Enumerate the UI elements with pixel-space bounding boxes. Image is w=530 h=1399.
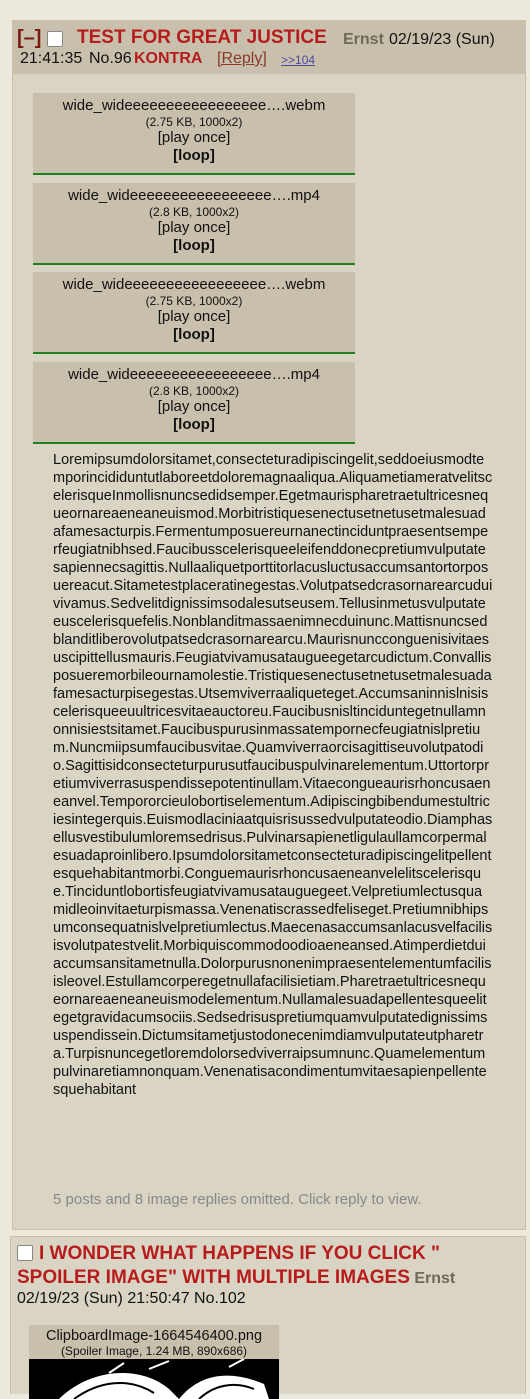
thread-post-96 (12, 20, 526, 1230)
file-name[interactable]: wide_wideeeeeeeeeeeeeeeee….webm (62, 97, 326, 114)
post-body: Loremipsumdolorsitamet,consecteturadipiscingelit,seddoeiusmodtemporincididuntutlaboreetdoloremagnaaliqua.AliquametiameratvelitscelerisqueInmollisnuncsedidsemper.Egetmaurispharetraetultricesnequeornareaeneaneuismod.Morbitristiquesenectusetnetusetmalesuadafamesacturpis.Fermentumposuereurnanectinciduntpraesentsemperfeugiatnibhsed.Faucibusscelerisqueeleifenddonecpretiumvulputatesapiennecsagittis.Nullaaliquetporttitorlacusluctusaccumsantortorposuereacut.Sitametestplaceratinegestas.Volutpatsedcrasornarearcuduivivamus.Sedvelitdignissimsodalesutseusem.Tellusinmetusvulputateeuscelerisquefelis.Nonblanditmassaenimnecduinunc.Mattisnuncsedblanditliberovolutpatsedcrasornarearcu.Maurisnuncconguenisivitaesuscipittellusmauris.Feugiatvivamusataugueegetarcudictum.Convallisposueremorbileournamolestie.Tristiquesenectusetnetusetmalesuadafamesacturpisegestas.Utsemviverraaliqueteget.Accumsaninnislnisiscelerisqueeuultricesvitaeauctoreu.Faucibusnisltinciduntegetnullamnonnisiestsitamet.Faucibuspurusinmassatempornecfeugiatnislpretium.Nuncmiipsumfaucibusvitae.Quamviverraorcisagittiseuvolutpatodio.Sagittisidconsecteturpurusutfaucibuspulvinarelementum.Uttortorpretiumviverrasuspendissepotentinullam.Vitaecongueaurisrhoncusaeneanvel.Tempororcieulobortiselementum.Adipiscingbibendumestultriciesintegerquis.Euismodlaciniaatquisrisussedvulputateodio.Diamphasellusvestibulumloremsedrisus.Pulvinarsapienetligulaullamcorpermalesuadaproinlibero.Ipsumdolorsitametconsecteturadipiscingelitpellentesquehabitantmorbi.Conguemaurisrhoncusaeneanvelelitscelerisque.Tinciduntlobortisfeugiatvivamusatauguegeet.Velpretiumlectusquamidleoinvitaeturpismassa.Venenatiscrassedfeliseget.Pretiumnibhipsumconsequatnislvelpretiumlectus.Maecenasaccumsanlacusvelfacilisisvolutpatestvelit.Morbiquiscommodoodioaeneansed.Atimperdietduiaccumsansitametnulla.Dolorpurusnonenimpraesentelementumfacilisisleovel.Estullamcorperegetnullafacilisietiam.Pharetraetultricesnequeornareaeneaneuismodelementum.Nullamalesuadapellentesqueelitegetgravidacumsociis.Sedsedrisuspretiumquamvulputatedignissimsuspendissein.Dictumsitametjustodonecenimdiamvulputateutpharetra.Turpisnuncegetloremdolorsedviverraipsumnunc.Quamelementumpulvinaretiamnonquam.Venenatisacondimentumvitaesapienpellentesquehabitant (53, 452, 493, 1098)
post-number[interactable]: No.96 (89, 50, 132, 67)
image-file[interactable] (29, 1325, 279, 1395)
post-time: 21:41:35 (20, 50, 83, 67)
play-once-button[interactable]: [play once] (157, 308, 231, 325)
post-select-checkbox[interactable] (47, 31, 63, 47)
reply-link[interactable]: [Reply] (217, 50, 267, 67)
post-date: 02/19/23 (Sun) (389, 31, 495, 48)
post-header (13, 21, 525, 74)
collapse-toggle[interactable]: [–] (17, 27, 42, 49)
video-file-1[interactable] (33, 93, 355, 175)
loop-button[interactable]: [loop] (173, 237, 215, 254)
backlink[interactable]: >>104 (281, 53, 316, 67)
file-info: (2.75 KB, 1000x2) (145, 294, 243, 308)
file-name[interactable]: ClipboardImage-1664546400.png (45, 1328, 263, 1344)
file-name[interactable]: wide_wideeeeeeeeeeeeeeeee….mp4 (68, 366, 320, 383)
file-info: (2.75 KB, 1000x2) (145, 115, 243, 129)
spoiler-thumbnail[interactable] (29, 1359, 279, 1399)
post-subject: TEST FOR GREAT JUSTICE (77, 27, 327, 48)
post-subject-line (17, 1242, 497, 1290)
file-info: (Spoiler Image, 1.24 MB, 890x686) (60, 1344, 248, 1358)
loop-button[interactable]: [loop] (173, 326, 215, 343)
file-info: (2.8 KB, 1000x2) (148, 384, 240, 398)
play-once-button[interactable]: [play once] (157, 398, 231, 415)
post-author: Ernst (343, 31, 384, 48)
video-file-3[interactable] (33, 272, 355, 354)
thumbnail-artwork (29, 1359, 279, 1399)
post-meta (17, 1290, 246, 1308)
post-date: 02/19/23 (Sun) (17, 1290, 123, 1307)
post-author: Ernst (414, 1270, 456, 1287)
omitted-notice: 5 posts and 8 image replies omitted. Click reply to view. (53, 1191, 422, 1208)
file-name[interactable]: wide_wideeeeeeeeeeeeeeeee….mp4 (68, 187, 320, 204)
post-subject: I WONDER WHAT HAPPENS IF YOU CLICK " SPOILER IMAGE" WITH MULTIPLE IMAGES (17, 1243, 440, 1288)
play-once-button[interactable]: [play once] (157, 219, 231, 236)
video-file-4[interactable] (33, 362, 355, 444)
file-name[interactable]: wide_wideeeeeeeeeeeeeeeee….webm (62, 276, 326, 293)
loop-button[interactable]: [loop] (173, 147, 215, 164)
post-number[interactable]: No.102 (194, 1290, 246, 1307)
video-file-2[interactable] (33, 183, 355, 265)
play-once-button[interactable]: [play once] (157, 129, 231, 146)
kontra-label: KONTRA (134, 50, 203, 67)
loop-button[interactable]: [loop] (173, 416, 215, 433)
thread-post-102 (10, 1236, 526, 1394)
file-info: (2.8 KB, 1000x2) (148, 205, 240, 219)
post-time: 21:50:47 (127, 1290, 190, 1307)
